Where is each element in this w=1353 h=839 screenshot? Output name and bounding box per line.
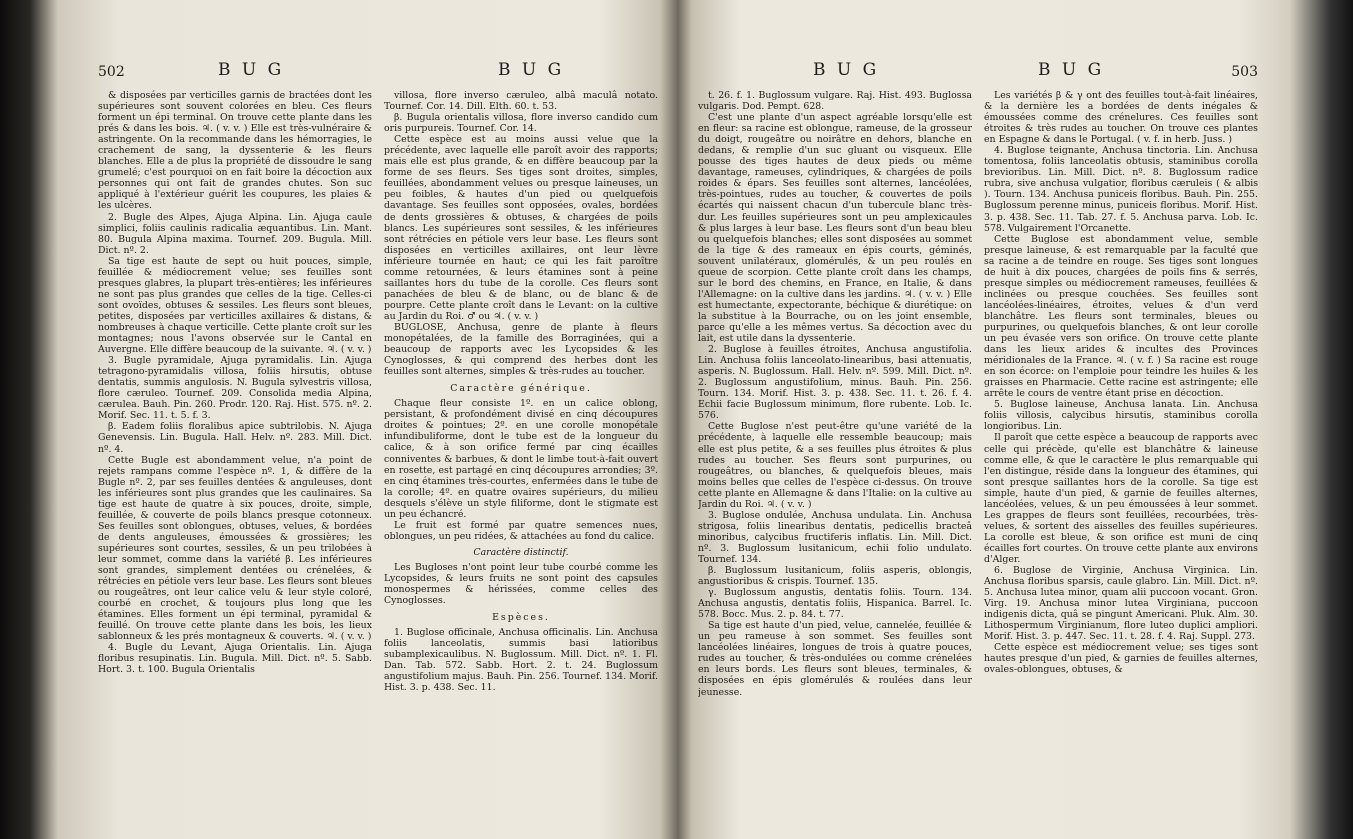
paragraph: Sa tige est haute d'un pied, velue, cannelée, feuillée & un peu rameuse à son sommet. Ses feuilles sont lancéolées linéaires, longues de trois à quatre pouces, rudes au toucher, & très-ondulées ou comme crénelées en leurs bords. Les fleurs sont bleues, terminales, & disposées en épis glomérulés & roulées dans leur jeunesse.: [698, 620, 972, 698]
paragraph: β. Eadem foliis floralibus apice subtrilobis. N. Ajuga Genevensis. Lin. Bugula. Hall. Helv. nº. 283. Mill. Dict. nº. 4.: [98, 421, 372, 455]
paragraph: 5. Buglose laineuse, Anchusa lanata. Lin. Anchusa foliis villosis, calycibus hirsutis, staminibus corolla longioribus. Lin.: [984, 399, 1258, 433]
paragraph: β. Bugula orientalis villosa, flore inverso candido cum oris purpureis. Tournef. Cor. 14.: [384, 112, 658, 135]
left-page: [98, 60, 658, 830]
paragraph: 3. Buglose ondulée, Anchusa undulata. Lin. Anchusa strigosa, foliis linearibus dentatis, pedicellis bracteâ minoribus, calycibus fructiferis inflatis. Lin. Mill. Dict. nº. 3. Buglossum lusitanicum, echii folio undulato. Tournef. 134.: [698, 509, 972, 565]
paragraph: C'est une plante d'un aspect agréable lorsqu'elle est en fleur: sa racine est oblongue, rameuse, de la grosseur du doigt, rougeâtre ou noirâtre en dehors, blanche en dedans, & remplie d'un suc gluant ou visqueux. Elle pousse des tiges hautes de deux pieds ou même davantage, rameuses, cylindriques, & chargées de poils roides & épars. Ses feuilles sont alternes, lancéolées, très-pointues, rudes au toucher, & couvertes de poils écartés qui naissent chacun d'un tubercule blanc très-dur. Les feuilles supérieures sont un peu amplexicaules & plus larges à leur base. Les fleurs sont d'un beau bleu ou quelquefois blanches; elles sont disposées au sommet de la tige & des rameaux en épis courts, géminés, souvent unilatéraux, glomérulés, & un peu roulés en queue de scorpion. Cette plante croît dans les champs, sur le bord des chemins, en France, en Italie, & dans l'Allemagne: on la cultive dans les jardins. ♃. ( v. v. ) Elle est humectante, expectorante, béchique & diurétique: on la substitue à la Bourrache, ou on les joint ensemble, parce qu'elle a les mêmes vertus. Sa décoction avec du lait, est utile dans la dyssenterie.: [698, 112, 972, 345]
section-heading: Caractère distinctif.: [473, 546, 569, 558]
running-head-right: B U G: [1038, 60, 1105, 80]
page-number: 502: [98, 64, 125, 80]
paragraph: t. 26. f. 1. Buglossum vulgare. Raj. Hist. 493. Buglossa vulgaris. Dod. Pempt. 628.: [698, 90, 972, 113]
page-number: 503: [1231, 64, 1258, 80]
paragraph: Sa tige est haute de sept ou huit pouces, simple, feuillée & médiocrement velue; ses feuilles sont presques glabres, la plupart très-entières; les inférieures ne sont pas plus grandes que celles de la tige. Celles-ci sont ovoïdes, obtuses & sessiles. Les fleurs sont bleues, petites, disposées par verticilles axillaires & distans, & nombreuses à chaque verticille. Cette plante croît sur les montagnes; nous l'avons observée sur le Cantal en Auvergne. Elle diffère beaucoup de la suivante. ♃. ( v. v. ): [98, 255, 372, 356]
text-columns: [98, 90, 658, 693]
paragraph: 2. Buglose à feuilles étroites, Anchusa angustifolia. Lin. Anchusa foliis lanceolato-linearibus, basi attenuatis, asperis. N. Buglossum. Hall. Helv. nº. 599. Mill. Dict. nº. 2. Buglossum angustifolium, minus. Bauh. Pin. 256. Tourn. 134. Morif. Hist. 3. p. 438. Sec. 11. t. 26. f. 4. Echii facie Buglossum minimum, flore rubente. Lob. Ic. 576.: [698, 344, 972, 422]
column-right: [384, 90, 658, 693]
paragraph: 3. Bugle pyramidale, Ajuga pyramidalis. Lin. Ajuga tetragono-pyramidalis villosa, foliis hirsutis, obtuse dentatis, summis angulosis. N. Bugula sylvestris villosa, flore cæruleo. Tournef. 209. Consolida media Alpina, cærulea. Bauh. Pin. 260. Prodr. 120. Raj. Hist. 575. nº. 2. Morif. Sec. 11. t. 5. f. 3.: [98, 355, 372, 422]
paragraph: Cette espèce est médiocrement velue; ses tiges sont hautes presque d'un pied, & garnies de feuilles alternes, ovales-oblongues, obtuses, &: [984, 642, 1258, 676]
paragraph: villosa, flore inverso cæruleo, albâ maculâ notato. Tournef. Cor. 14. Dill. Elth. 60. t. 53.: [384, 90, 658, 113]
column-left: [698, 90, 972, 698]
paragraph: Cette Bugle est abondamment velue, n'a point de rejets rampans comme l'espèce nº. 1, & diffère de la Bugle nº. 2, par ses feuilles dentées & anguleuses, dont les inférieures sont plus grandes que les caulinaires. Sa tige est haute de quatre à six pouces, droite, simple, feuillée, & couverte de poils blancs presque cotonneux. Ses feuilles sont oblongues, obtuses, velues, & bordées de dents anguleuses, émoussées & grossières; les supérieures sont courtes, sessiles, & un peu trilobées à leur sommet, comme dans la variété β. Les inférieures sont grandes, simplement dentées ou crénelées, & rétrécies en pétiole vers leur base. Les fleurs sont bleues ou rougeâtres, ont leur calice velu & leur style coloré, courbé en crochet, & toujours plus long que les étamines. Elles forment un épi terminal, pyramidal & feuillé. On trouve cette plante dans les bois, les lieux sablonneux & les prés montagneux & couverts. ♃. ( v. v. ): [98, 454, 372, 643]
paragraph: 6. Buglose de Virginie, Anchusa Virginica. Lin. Anchusa floribus sparsis, caule glabro. Lin. Mill. Dict. nº. 5. Anchusa lutea minor, quam alii puccoon vocant. Gron. Virg. 19. Anchusa minor lutea Virginiana, puccoon indigenis dicta, quâ se pingunt Americani. Pluk. Alm. 30. Lithospermum Virginianum, flore luteo duplici ampliori. Morif. Hist. 3. p. 447. Sec. 11. t. 28. f. 4. Raj. Suppl. 273.: [984, 565, 1258, 643]
column-right: [984, 90, 1258, 698]
section-heading: Caractère générique.: [450, 383, 592, 395]
page-header: [698, 60, 1258, 86]
paragraph: BUGLOSE, Anchusa, genre de plante à fleurs monopétalées, de la famille des Borraginées, qui a beaucoup de rapports avec les Lycopsides & les Cynoglosses, & qui comprend des herbes dont les feuilles sont alternes, simples & très-rudes au toucher.: [384, 321, 658, 378]
column-left: [98, 90, 372, 693]
paragraph: Cette Buglose est abondamment velue, semble presque laineuse, & est remarquable par la faculté que sa racine a de teindre en rouge. Ses tiges sont longues de huit à dix pouces, chargées de poils fins & serrés, presque simples ou médiocrement rameuses, feuillées & inclinées ou presque couchées. Ses feuilles sont lancéolées-linéaires, étroites, velues & d'un verd blanchâtre. Les fleurs sont terminales, bleues ou purpurines, ou quelquefois blanches, & ont leur corolle un peu évasée vers son orifice. On trouve cette plante dans les lieux arides & incultes des Provinces méridionales de la France. ♃. ( v. f. ) Sa racine est rouge en son écorce: on l'emploie pour teindre les huiles & les graisses en Pharmacie. Cette racine est astringente; elle arrête le cours de ventre étant prise en décoction.: [984, 233, 1258, 400]
paragraph: Le fruit est formé par quatre semences nues, oblongues, un peu ridées, & attachées au fond du calice.: [384, 519, 658, 542]
paragraph: 1. Buglose officinale, Anchusa officinalis. Lin. Anchusa foliis lanceolatis, summis basi latioribus subamplexicaulibus. N. Buglossum. Mill. Dict. nº. 1. Fl. Dan. Tab. 572. Sabb. Hort. 2. t. 24. Buglossum angustifolium majus. Bauh. Pin. 256. Tournef. 134. Morif. Hist. 3. p. 438. Sec. 11.: [384, 627, 658, 694]
page-header: [98, 60, 658, 86]
paragraph: Les Bugloses n'ont point leur tube courbé comme les Lycopsides, & leurs fruits ne sont point des capsules monospermes & hérissées, comme celles des Cynoglosses.: [384, 561, 658, 607]
paragraph: Cette Buglose n'est peut-être qu'une variété de la précédente, à laquelle elle ressemble beaucoup; mais elle est plus petite, & a ses feuilles plus étroites & plus rudes au toucher. Ses fleurs sont purpurines, ou rougeâtres, ou blanches, & quelquefois bleues, mais moins belles que celles de l'espèce ci-dessus. On trouve cette plante en Allemagne & dans l'Italie: on la cultive au Jardin du Roi. ♃. ( v. v. ): [698, 421, 972, 510]
running-head-left: B U G: [813, 60, 880, 80]
paragraph: γ. Buglossum angustis, dentatis foliis. Tourn. 134. Anchusa angustis, dentatis foliis, Hispanica. Barrel. Ic. 578. Bocc. Mus. 2. p. 84. t. 77.: [698, 587, 972, 621]
right-page: [698, 60, 1258, 830]
paragraph: Il paroît que cette espèce a beaucoup de rapports avec celle qui précède, qu'elle est blanchâtre & laineuse comme elle, & que le caractère le plus remarquable qui l'en distingue, réside dans la longueur des étamines, qui sont presque saillantes hors de la corolle. Sa tige est simple, haute d'un pied, & garnie de feuilles alternes, lancéolées, velues, & un peu émoussées à leur sommet. Les grappes de fleurs sont feuillées, recourbées, très-velues, & sortent des aisselles des feuilles supérieures. La corolle est bleue, & son orifice est muni de cinq écailles fort courtes. On trouve cette plante aux environs d'Alger.: [984, 432, 1258, 565]
paragraph: & disposées par verticilles garnis de bractées dont les supérieures sont souvent colorées en bleu. Ces fleurs forment un épi terminal. On trouve cette plante dans les prés & dans les bois. ♃. ( v. v. ) Elle est très-vulnéraire & astringente. On la recommande dans les hémorragies, le crachement de sang, la dyssenterie & les fleurs blanches. Elle a de plus la propriété de dissoudre le sang grumelé; c'est pourquoi on en fait boire la décoction aux personnes qui ont fait de grandes chutes. Son suc appliqué à l'extérieur guérit les coupures, les plaies & les ulcères.: [98, 90, 372, 212]
running-head-left: B U G: [218, 60, 285, 80]
running-head-right: B U G: [498, 60, 565, 80]
paragraph: Les variétés β & γ ont des feuilles tout-à-fait linéaires, & la dernière les a bordées de dents inégales & émoussées comme des crénelures. Ces feuilles sont étroites & très rudes au toucher. On trouve ces plantes en Espagne & dans le Portugal. ( v. f. in herb. Juss. ): [984, 90, 1258, 146]
paragraph: Cette espèce est au moins aussi velue que la précédente, avec laquelle elle paroît avoir des rapports; mais elle est plus grande, & en diffère beaucoup par la forme de ses fleurs. Ses tiges sont droites, simples, feuillées, abondamment velues ou presque laineuses, un peu foibles, & hautes d'un pied ou quelquefois davantage. Ses feuilles sont opposées, ovales, bordées de dents grossières & obtuses, & chargées de poils blancs. Les supérieures sont sessiles, & les inférieures sont rétrécies en pétiole vers leur base. Les fleurs sont disposées en verticilles axillaires, ont leur lèvre inférieure tournée en haut; ce qui les fait paroître comme retournées, & leurs étamines sont à peine saillantes hors du tube de la corolle. Ces fleurs sont panachées de bleu & de blanc, ou de blanc & de pourpre. Cette plante croît dans le Levant: on la cultive au Jardin du Roi. ♂ ou ♃. ( v. v. ): [384, 134, 658, 322]
paragraph: β. Buglossum lusitanicum, foliis asperis, oblongis, angustioribus & crispis. Tournef. 135.: [698, 565, 972, 588]
paragraph: Chaque fleur consiste 1º. en un calice oblong, persistant, & profondément divisé en cinq découpures droites & pointues; 2º. en une corolle monopétale infundibuliforme, dont le tube est de la longueur du calice, & à son orifice fermé par cinq écailles conniventes & barbues, & dont le limbe tout-à-fait ouvert en rosette, est partagé en cinq découpures arrondies; 3º. en cinq étamines très-courtes, enfermées dans le tube de la corolle; 4º. en quatre ovaires supérieurs, du milieu desquels s'élève un style filiforme, dont le stigmate est un peu échancré.: [384, 398, 658, 520]
text-columns: [698, 90, 1258, 698]
section-heading: Espèces.: [492, 612, 550, 624]
paragraph: 4. Bugle du Levant, Ajuga Orientalis. Lin. Ajuga floribus resupinatis. Lin. Bugula. Mill. Dict. nº. 5. Sabb. Hort. 3. t. 100. Bugula Orientalis: [98, 642, 372, 676]
paragraph: 4. Buglose teignante, Anchusa tinctoria. Lin. Anchusa tomentosa, foliis lanceolatis obtusis, staminibus corolla brevioribus. Lin. Mill. Dict. nº. 8. Buglossum radice rubra, sive anchusa vulgatior, floribus cæruleis ( & albis ). Tourn. 134. Anchusa puniceis floribus. Bauh. Pin. 255. Buglossum perenne minus, puniceis floribus. Morif. Hist. 3. p. 438. Sec. 11. Tab. 27. f. 5. Anchusa parva. Lob. Ic. 578. Vulgairement l'Orcanette.: [984, 145, 1258, 234]
paragraph: 2. Bugle des Alpes, Ajuga Alpina. Lin. Ajuga caule simplici, foliis caulinis radicalia æquantibus. Lin. Mant. 80. Bugula Alpina maxima. Tournef. 209. Bugula. Mill. Dict. nº. 2.: [98, 211, 372, 256]
